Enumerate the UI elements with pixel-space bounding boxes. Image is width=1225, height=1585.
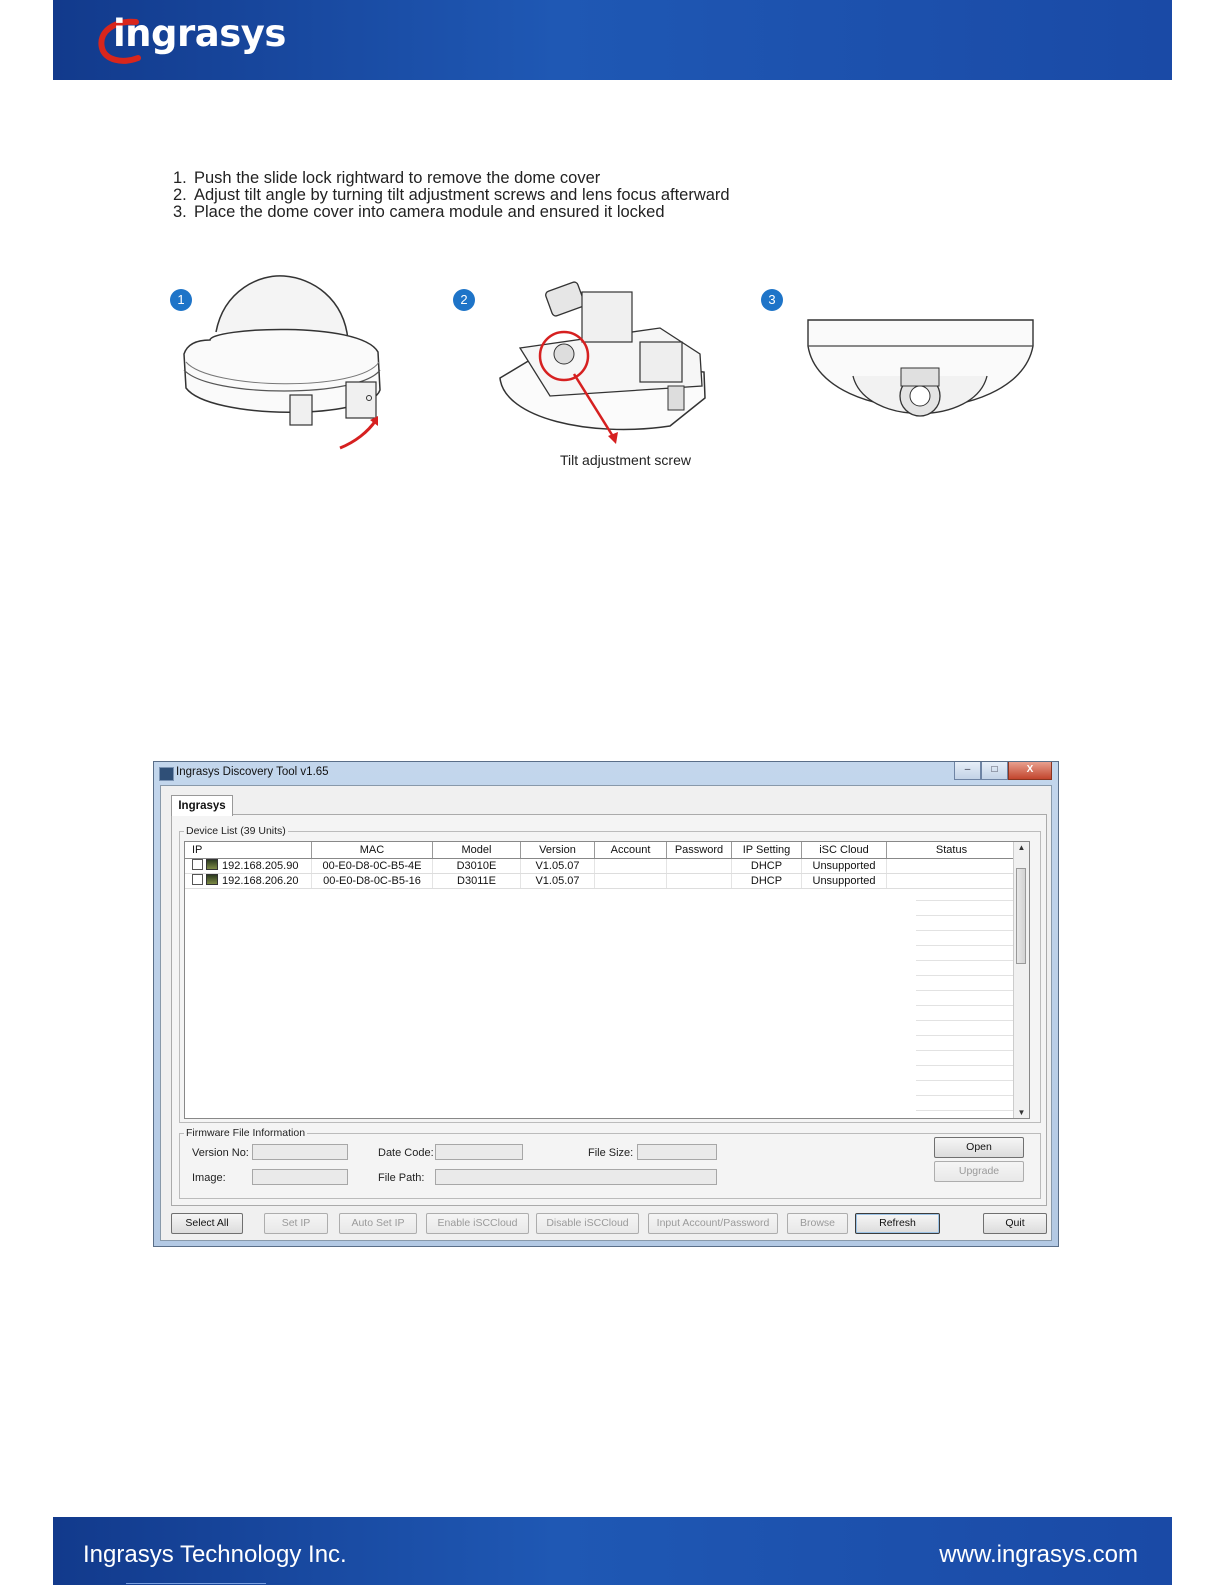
cell-model: D3010E (433, 859, 521, 873)
cell-account (595, 874, 667, 888)
file-path-field (435, 1169, 717, 1185)
cell-ip-setting: DHCP (732, 859, 802, 873)
dome-installed-illustration (805, 316, 1035, 446)
close-button[interactable]: X (1008, 762, 1052, 780)
window-client-area (160, 785, 1052, 1241)
file-path-label: File Path: (378, 1172, 425, 1184)
column-header-model[interactable]: Model (433, 842, 521, 858)
instruction-item: 2. Adjust tilt angle by turning tilt adjustment screws and lens focus afterward (173, 186, 730, 204)
maximize-button[interactable]: □ (981, 762, 1008, 780)
image-field (252, 1169, 348, 1185)
dome-cover-illustration (180, 270, 400, 455)
cell-model: D3011E (433, 874, 521, 888)
instruction-list (173, 170, 730, 221)
refresh-button[interactable]: Refresh (855, 1213, 940, 1234)
cell-ip: 192.168.205.90 (222, 860, 299, 872)
input-account-password-button[interactable]: Input Account/Password (648, 1213, 778, 1234)
quit-button[interactable]: Quit (983, 1213, 1047, 1234)
cell-password (667, 859, 732, 873)
file-size-field (637, 1144, 717, 1160)
camera-device-icon (206, 874, 218, 885)
cell-account (595, 859, 667, 873)
cell-ip: 192.168.206.20 (222, 875, 299, 887)
device-list-legend: Device List (39 Units) (186, 825, 286, 837)
upgrade-button[interactable]: Upgrade (934, 1161, 1024, 1182)
table-header (185, 842, 1029, 859)
device-list-group (179, 825, 1041, 1123)
footer-url[interactable]: www.ingrasys.com (939, 1541, 1138, 1568)
column-header-isc-cloud[interactable]: iSC Cloud (802, 842, 887, 858)
column-header-account[interactable]: Account (595, 842, 667, 858)
vertical-scrollbar[interactable] (1013, 842, 1029, 1118)
column-header-mac[interactable]: MAC (312, 842, 433, 858)
firmware-legend: Firmware File Information (186, 1127, 306, 1139)
row-checkbox[interactable] (192, 874, 203, 885)
step-badge-3: 3 (761, 289, 783, 311)
column-header-password[interactable]: Password (667, 842, 732, 858)
table-row[interactable] (185, 859, 1029, 874)
column-header-version[interactable]: Version (521, 842, 595, 858)
discovery-tool-window (153, 761, 1059, 1247)
disable-isccloud-button[interactable]: Disable iSCCloud (536, 1213, 639, 1234)
app-icon (159, 767, 174, 781)
date-code-label: Date Code: (378, 1147, 434, 1159)
browse-button[interactable]: Browse (787, 1213, 848, 1234)
footer-band (53, 1517, 1172, 1585)
header-band (53, 0, 1172, 80)
column-header-ip-setting[interactable]: IP Setting (732, 842, 802, 858)
cell-mac: 00-E0-D8-0C-B5-16 (312, 874, 433, 888)
scroll-down-icon[interactable]: ▼ (1017, 1108, 1026, 1117)
scroll-up-icon[interactable]: ▲ (1017, 843, 1026, 852)
auto-set-ip-button[interactable]: Auto Set IP (339, 1213, 417, 1234)
tab-ingrasys[interactable]: Ingrasys (171, 795, 233, 816)
footer-divider (126, 1583, 266, 1584)
step-badge-2: 2 (453, 289, 475, 311)
version-no-label: Version No: (192, 1147, 249, 1159)
scrollbar-thumb[interactable] (1016, 868, 1026, 964)
tab-panel (171, 814, 1047, 1206)
firmware-group (179, 1127, 1041, 1199)
date-code-field (435, 1144, 523, 1160)
file-size-label: File Size: (588, 1147, 634, 1159)
figure-caption: Tilt adjustment screw (560, 452, 691, 468)
cell-password (667, 874, 732, 888)
cell-isc-cloud: Unsupported (802, 874, 887, 888)
enable-isccloud-button[interactable]: Enable iSCCloud (426, 1213, 529, 1234)
instruction-item: 3. Place the dome cover into camera module and ensured it locked (173, 203, 665, 221)
empty-row-lines (916, 886, 1016, 1119)
minimize-button[interactable]: – (954, 762, 981, 780)
cell-version: V1.05.07 (521, 859, 595, 873)
instruction-item: 1. Push the slide lock rightward to remove the dome cover (173, 169, 601, 187)
camera-device-icon (206, 859, 218, 870)
tilt-screw-illustration (490, 268, 720, 448)
set-ip-button[interactable]: Set IP (264, 1213, 328, 1234)
cell-status (887, 859, 1017, 873)
device-table[interactable] (184, 841, 1030, 1119)
image-label: Image: (192, 1172, 226, 1184)
select-all-button[interactable]: Select All (171, 1213, 243, 1234)
column-header-status[interactable]: Status (887, 842, 1017, 858)
cell-isc-cloud: Unsupported (802, 859, 887, 873)
cell-ip-setting: DHCP (732, 874, 802, 888)
cell-mac: 00-E0-D8-0C-B5-4E (312, 859, 433, 873)
window-controls (954, 762, 1052, 780)
footer-company: Ingrasys Technology Inc. (83, 1541, 347, 1568)
cell-version: V1.05.07 (521, 874, 595, 888)
logo-text: ingrasys (113, 12, 286, 55)
row-checkbox[interactable] (192, 859, 203, 870)
open-button[interactable]: Open (934, 1137, 1024, 1158)
window-title: Ingrasys Discovery Tool v1.65 (176, 766, 329, 778)
column-header-ip[interactable]: IP (185, 842, 312, 858)
step-badge-1: 1 (170, 289, 192, 311)
version-no-field (252, 1144, 348, 1160)
table-row[interactable] (185, 874, 1029, 889)
